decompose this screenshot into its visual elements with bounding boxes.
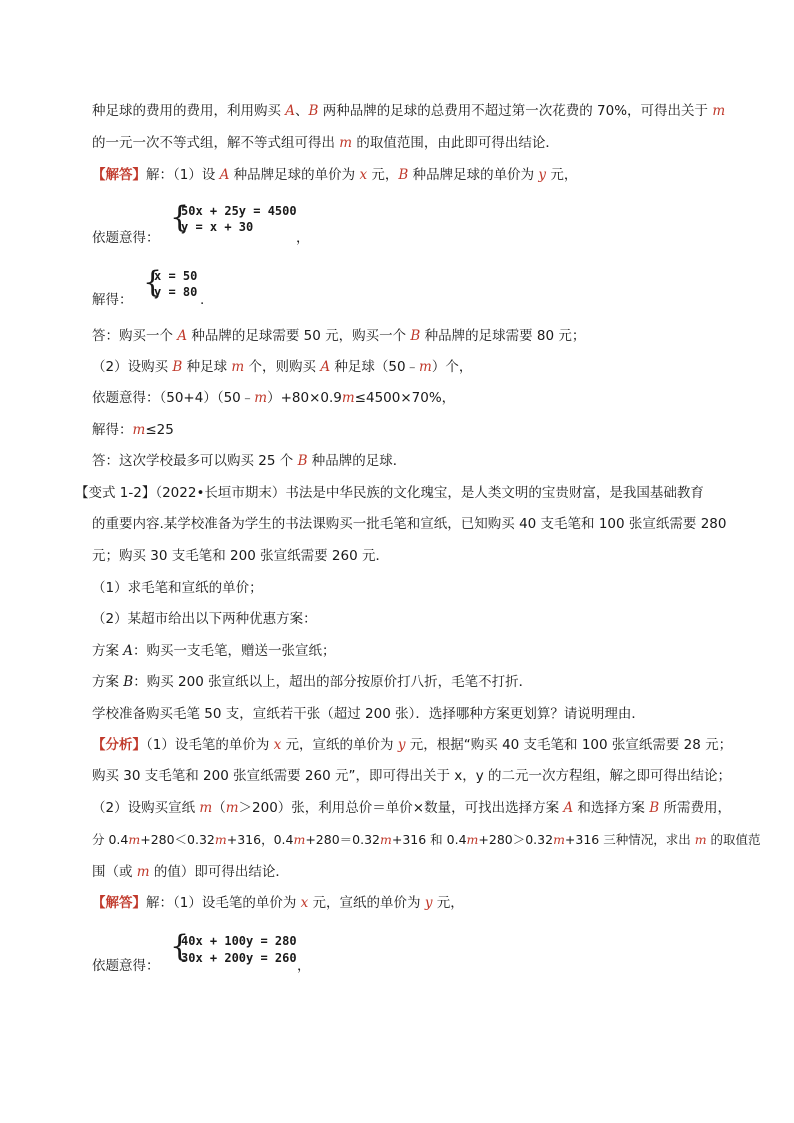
text: +280＝0.32	[305, 832, 380, 847]
system-brace: {	[170, 200, 190, 235]
variable-m: m	[466, 832, 479, 847]
text: ：购买 200 张宣纸以上，超出的部分按原价打八折，毛笔不打折．	[133, 674, 533, 690]
solution-label: 解得：	[92, 292, 133, 308]
text: 依题意得：（50+4）（50﹣	[92, 390, 255, 406]
text: 的取值范围，由此即可得出结论．	[352, 135, 559, 151]
text: ）+80×0.9	[267, 390, 342, 406]
paragraph-line: 元；购买 30 支毛笔和 200 张宣纸需要 260 元．	[92, 548, 389, 564]
text: +316 和 0.4	[391, 832, 467, 847]
text: 元，	[546, 167, 578, 183]
answer-heading	[92, 165, 577, 185]
variable-m: m	[712, 103, 726, 119]
text: 解得：	[92, 422, 133, 438]
system-brace: {	[170, 929, 190, 964]
text: +280＞0.32	[478, 832, 554, 847]
paragraph-line	[92, 672, 532, 692]
variable-m: m	[293, 832, 306, 847]
text: +316，0.4	[226, 832, 294, 847]
text: ：购买一支毛笔，赠送一张宣纸；	[133, 643, 336, 659]
text: 的一元一次不等式组，解不等式组可得出	[92, 135, 340, 151]
text: 方案	[92, 643, 124, 659]
variable-y: y	[424, 895, 433, 911]
variable-m: m	[199, 800, 213, 816]
paragraph-line	[92, 326, 585, 346]
paragraph-line: （2）某超市给出以下两种优惠方案：	[92, 611, 317, 627]
text: 、	[295, 103, 309, 119]
variable-a: A	[285, 103, 296, 119]
analysis-tag: 【分析】	[92, 737, 146, 753]
variable-m: m	[132, 422, 146, 438]
paragraph-line	[92, 830, 761, 850]
text: 答：这次学校最多可以购买 25 个	[92, 453, 298, 469]
punctuation: .	[200, 292, 205, 308]
paragraph-line	[92, 101, 725, 121]
text: 分 0.4	[92, 832, 129, 847]
paragraph-line	[92, 357, 472, 377]
paragraph-line: （1）求毛笔和宣纸的单价；	[92, 580, 263, 596]
punctuation: ，	[297, 958, 311, 974]
variable-a: A	[177, 328, 188, 344]
equation: 30x + 200y = 260	[181, 951, 297, 965]
variable-a: A	[563, 800, 574, 816]
variable-m: m	[380, 832, 392, 847]
text: 种品牌的足球需要 80 元；	[420, 328, 586, 344]
variable-m: m	[225, 800, 239, 816]
text: 元，宣纸的单价为	[281, 737, 398, 753]
variable-m: m	[136, 864, 150, 880]
text: 答：购买一个	[92, 328, 178, 344]
equation: x = 50	[154, 269, 198, 283]
text: 种足球的费用的费用，利用购买	[92, 103, 286, 119]
paragraph-line: 学校准备购买毛笔 50 支，宣纸若干张（超过 200 张）．选择哪种方案更划算？请说明理由．	[92, 706, 645, 722]
variable-m: m	[231, 359, 245, 375]
text: +316 三种情况，求出	[564, 832, 695, 847]
variable-x: x	[273, 737, 282, 753]
text: 的取值范	[706, 832, 761, 847]
variable-b: B	[123, 674, 134, 690]
equation: y = 80	[154, 285, 198, 299]
text: 两种品牌的足球的总费用不超过第一次花费的 70%，可得出关于	[318, 103, 713, 119]
text: +280＜0.32	[140, 832, 215, 847]
text: （2）设购买	[92, 359, 173, 375]
punctuation: ，	[296, 230, 310, 246]
equation-label: 依题意得：	[92, 230, 160, 246]
paragraph-line	[92, 798, 731, 818]
text: 种足球	[182, 359, 232, 375]
text: ≤4500×70%，	[354, 390, 456, 406]
variable-m: m	[128, 832, 141, 847]
variable-a: A	[123, 643, 134, 659]
system-brace: {	[143, 265, 163, 300]
text: 种品牌的足球需要 50 元，购买一个	[187, 328, 411, 344]
text: 种品牌足球的单价为	[408, 167, 539, 183]
variable-m: m	[694, 832, 707, 847]
text: 元，	[432, 895, 464, 911]
answer-heading	[92, 893, 464, 913]
text: 种品牌足球的单价为	[229, 167, 360, 183]
answer-tag: 【解答】	[92, 167, 146, 183]
answer-tag: 【解答】	[92, 895, 146, 911]
paragraph-line: 购买 30 支毛笔和 200 张宣纸需要 260 元”，即可得出关于 x，y 的二元一次方程组，解之即可得出结论；	[92, 768, 732, 784]
text: （	[212, 800, 226, 816]
text: 方案	[92, 674, 124, 690]
equation: y = x + 30	[181, 220, 254, 234]
text: ）个，	[431, 359, 473, 375]
text: 元，宣纸的单价为	[308, 895, 425, 911]
text: ＞200）张，利用总价＝单价×数量，可找出选择方案	[238, 800, 564, 816]
text: 所需费用，	[659, 800, 731, 816]
variable-b: B	[410, 328, 421, 344]
variable-b: B	[398, 167, 409, 183]
problem-heading: 【变式 1-2】（2022•长垣市期末）书法是中华民族的文化瑰宝，是人类文明的宝贵财富，是我国基础教育	[75, 485, 704, 501]
variable-m: m	[419, 359, 432, 375]
variable-a: A	[219, 167, 230, 183]
text: 个，则购买	[244, 359, 321, 375]
variable-m: m	[214, 832, 227, 847]
variable-a: A	[320, 359, 331, 375]
paragraph-line	[92, 420, 174, 440]
paragraph-line	[92, 451, 406, 471]
text: ≤25	[145, 422, 174, 438]
variable-b: B	[297, 453, 308, 469]
paragraph-line	[92, 388, 455, 408]
paragraph-line	[92, 862, 289, 882]
paragraph-line	[92, 641, 336, 661]
text: 元，	[367, 167, 399, 183]
text: （2）设购买宣纸	[92, 800, 200, 816]
variable-b: B	[308, 103, 319, 119]
text: 种品牌的足球．	[307, 453, 407, 469]
paragraph-line: 的重要内容.某学校准备为学生的书法课购买一批毛笔和宣纸，已知购买 40 支毛笔和 100 张宣纸需要 280	[92, 516, 727, 532]
variable-b: B	[172, 359, 183, 375]
variable-m: m	[254, 390, 268, 406]
variable-m: m	[553, 832, 565, 847]
paragraph-line	[92, 133, 559, 153]
equation: 50x + 25y = 4500	[181, 204, 297, 218]
text: 的值）即可得出结论．	[149, 864, 289, 880]
text: 围（或	[92, 864, 137, 880]
equation: 40x + 100y = 280	[181, 934, 297, 948]
variable-b: B	[649, 800, 660, 816]
equation-label: 依题意得：	[92, 958, 160, 974]
analysis-heading	[92, 735, 732, 755]
variable-m: m	[341, 390, 355, 406]
variable-x: x	[359, 167, 368, 183]
text: 和选择方案	[573, 800, 650, 816]
variable-x: x	[300, 895, 309, 911]
variable-y: y	[538, 167, 547, 183]
text: 种足球（50﹣	[330, 359, 420, 375]
text: 解：（1）设毛笔的单价为	[146, 895, 301, 911]
variable-m: m	[339, 135, 353, 151]
text: （1）设毛笔的单价为	[146, 737, 274, 753]
variable-y: y	[397, 737, 406, 753]
text: 解：（1）设	[146, 167, 220, 183]
text: 元，根据“购买 40 支毛笔和 100 张宣纸需要 28 元；	[405, 737, 733, 753]
